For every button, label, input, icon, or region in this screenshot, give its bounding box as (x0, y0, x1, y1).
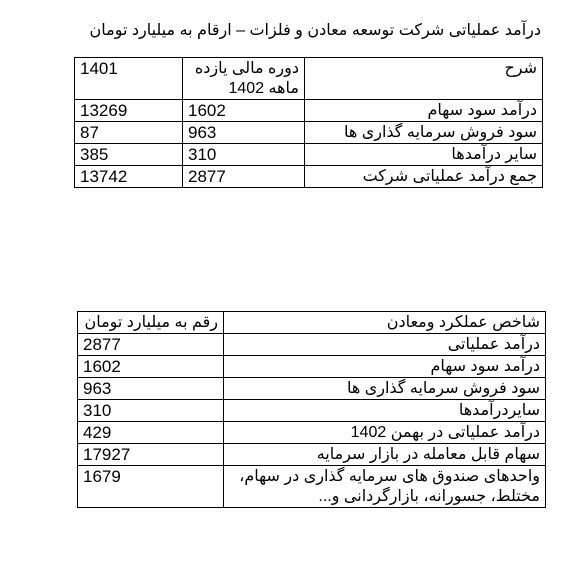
row-value-1402: 310 (183, 144, 305, 166)
table-header-row (75, 58, 543, 100)
row-value: 17927 (78, 444, 224, 466)
row-value: 2877 (78, 334, 224, 356)
table-row (78, 378, 546, 400)
table-row (75, 100, 543, 122)
table-row (78, 334, 546, 356)
row-label: درآمد عملیاتی در بهمن 1402 (224, 422, 546, 444)
row-value-1402: 2877 (183, 166, 305, 188)
table-row (78, 356, 546, 378)
header-indicator: شاخص عملکرد ومعادن (224, 312, 546, 334)
row-label: درآمد سود سهام (224, 356, 546, 378)
header-description: شرح (305, 58, 543, 100)
row-label: سود فروش سرمایه گذاری ها (305, 122, 543, 144)
table-row (78, 422, 546, 444)
row-label: سود فروش سرمایه گذاری ها (224, 378, 546, 400)
row-value-1402: 1602 (183, 100, 305, 122)
row-value-1401: 13269 (75, 100, 183, 122)
performance-indicators-table (77, 311, 546, 508)
table-row (75, 122, 543, 144)
document-title: درآمد عملیاتی شرکت توسعه معادن و فلزات – ارقام به میلیارد تومان (89, 22, 541, 39)
row-label: درآمد عملیاتی (224, 334, 546, 356)
table-row (78, 400, 546, 422)
row-value: 1679 (78, 466, 224, 508)
row-label: سایر درآمدها (305, 144, 543, 166)
row-value: 1602 (78, 356, 224, 378)
table-row (78, 444, 546, 466)
row-value-1402: 963 (183, 122, 305, 144)
row-label: جمع درآمد عملیاتی شرکت (305, 166, 543, 188)
table-row (78, 466, 546, 508)
header-period-1402: دوره مالی یازده ماهه 1402 (183, 58, 305, 100)
table-row (75, 144, 543, 166)
row-value: 963 (78, 378, 224, 400)
row-value: 429 (78, 422, 224, 444)
header-year-1401: 1401 (75, 58, 183, 100)
operating-revenue-table (74, 57, 543, 188)
row-label: سایردرآمدها (224, 400, 546, 422)
row-value-1401: 87 (75, 122, 183, 144)
table-row-total (75, 166, 543, 188)
table-header-row (78, 312, 546, 334)
row-label: واحدهای صندوق های سرمایه گذاری در سهام، مختلط، جسورانه، بازارگردانی و... (224, 466, 546, 508)
row-value: 310 (78, 400, 224, 422)
row-value-1401: 385 (75, 144, 183, 166)
row-label: سهام قابل معامله در بازار سرمایه (224, 444, 546, 466)
row-value-1401: 13742 (75, 166, 183, 188)
row-label: درآمد سود سهام (305, 100, 543, 122)
header-amount: رقم به میلیارد تومان (78, 312, 224, 334)
